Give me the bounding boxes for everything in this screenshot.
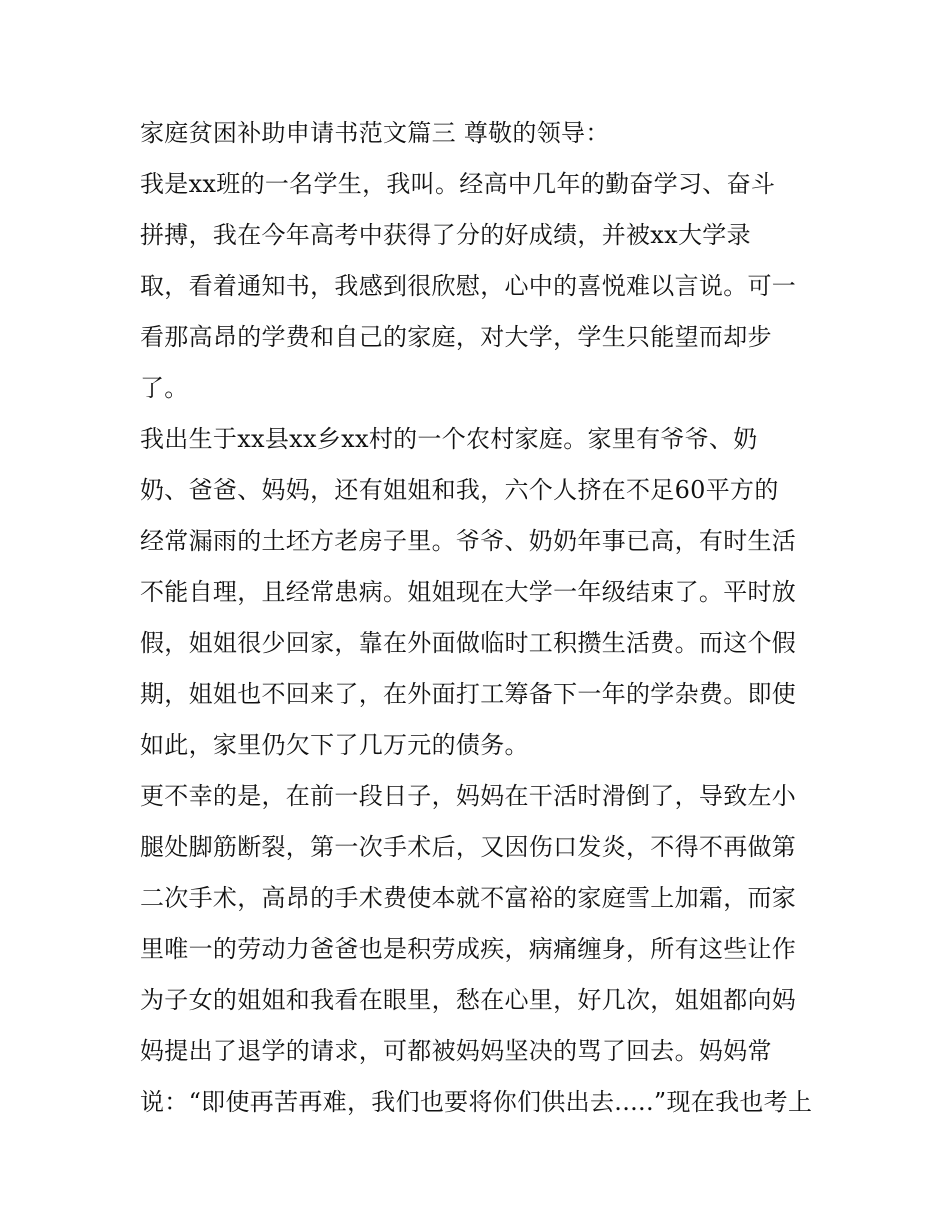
text-line: 我是xx班的一名学生，我叫。经高中几年的勤奋学习、奋斗 xyxy=(140,170,776,198)
text-line: 经常漏雨的土坯方老房子里。爷爷、奶奶年事已高，有时生活 xyxy=(140,527,797,555)
text-line: 妈提出了退学的请求，可都被妈妈坚决的骂了回去。妈妈常 xyxy=(140,1037,772,1065)
text-line: 奶、爸爸、妈妈，还有姐姐和我，六个人挤在不足60平方的 xyxy=(140,476,779,504)
text-line: 说：“即使再苦再难，我们也要将你们供出去.....”现在我也考上 xyxy=(140,1088,813,1116)
text-line: 家庭贫困补助申请书范文篇三 尊敬的领导： xyxy=(140,119,610,147)
text-line: 我出生于xx县xx乡xx村的一个农村家庭。家里有爷爷、奶 xyxy=(140,425,758,453)
text-line: 取，看着通知书，我感到很欣慰，心中的喜悦难以言说。可一 xyxy=(140,272,797,300)
text-line: 二次手术，高昂的手术费使本就不富裕的家庭雪上加霜，而家 xyxy=(140,884,797,912)
text-line: 更不幸的是，在前一段日子，妈妈在干活时滑倒了，导致左小 xyxy=(140,782,797,810)
text-line: 为子女的姐姐和我看在眼里，愁在心里，好几次，姐姐都向妈 xyxy=(140,986,797,1014)
text-line: 腿处脚筋断裂，第一次手术后，又因伤口发炎，不得不再做第 xyxy=(140,833,797,861)
text-line: 不能自理，且经常患病。姐姐现在大学一年级结束了。平时放 xyxy=(140,578,797,606)
text-line: 假，姐姐很少回家，靠在外面做临时工积攒生活费。而这个假 xyxy=(140,629,797,657)
text-line: 拼搏，我在今年高考中获得了分的好成绩，并被xx大学录 xyxy=(140,221,751,249)
text-line: 看那高昂的学费和自己的家庭，对大学，学生只能望而却步 xyxy=(140,323,772,351)
text-line: 了。 xyxy=(140,374,189,402)
text-line: 期，姐姐也不回来了，在外面打工筹备下一年的学杂费。即使 xyxy=(140,680,797,708)
text-line: 如此，家里仍欠下了几万元的债务。 xyxy=(140,731,529,759)
document-body xyxy=(140,108,820,1128)
text-line: 里唯一的劳动力爸爸也是积劳成疾，病痛缠身，所有这些让作 xyxy=(140,935,797,963)
